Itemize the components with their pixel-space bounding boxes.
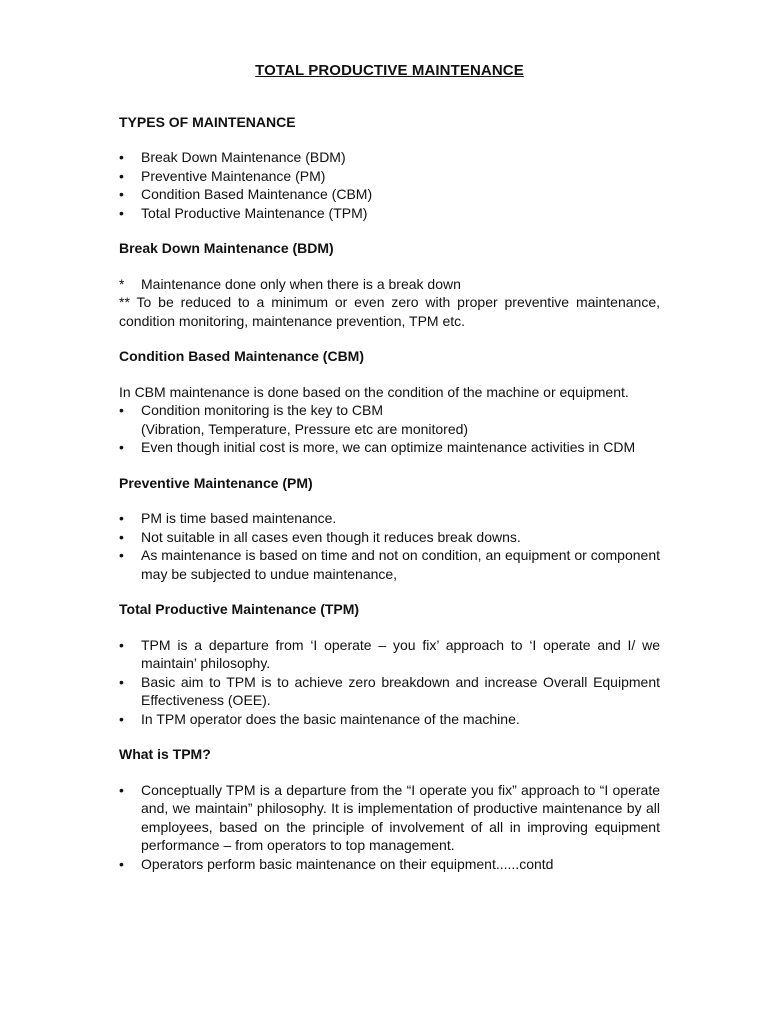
bullet-icon: • bbox=[119, 547, 124, 563]
list-item: • Condition monitoring is the key to CBM bbox=[119, 402, 383, 418]
cbm-subnote: (Vibration, Temperature, Pressure etc are monitored) bbox=[141, 420, 469, 437]
bdm-heading: Break Down Maintenance (BDM) bbox=[119, 240, 334, 256]
document-title: TOTAL PRODUCTIVE MAINTENANCE bbox=[255, 62, 524, 79]
list-item: • Total Productive Maintenance (TPM) bbox=[119, 204, 368, 221]
bullet-icon: • bbox=[119, 186, 124, 202]
list-item: • Preventive Maintenance (PM) bbox=[119, 167, 326, 184]
list-item: • Even though initial cost is more, we can optimize maintenance activities in CDM bbox=[119, 439, 636, 455]
tpm-list bbox=[119, 636, 660, 729]
types-heading: TYPES OF MAINTENANCE bbox=[119, 113, 296, 130]
list-item: • TPM is a departure from ‘I operate – you fix’ approach to ‘I operate and I/ we maintain’ philosophy. bbox=[119, 636, 660, 671]
tpm-heading: Total Productive Maintenance (TPM) bbox=[119, 601, 360, 617]
list-item: • PM is time based maintenance. bbox=[119, 510, 337, 526]
cbm-list-2 bbox=[119, 438, 660, 457]
list-item: • Basic aim to TPM is to achieve zero breakdown and increase Overall Equipment Effectiveness (OEE). bbox=[119, 673, 660, 708]
bullet-icon: • bbox=[119, 673, 124, 690]
bdm-note-1: * Maintenance done only when there is a break down bbox=[119, 275, 461, 292]
cbm-list bbox=[119, 401, 660, 420]
cbm-heading: Condition Based Maintenance (CBM) bbox=[119, 348, 365, 364]
bullet-icon: • bbox=[119, 710, 124, 727]
list-item: • Condition Based Maintenance (CBM) bbox=[119, 186, 373, 202]
document-content bbox=[119, 62, 660, 873]
bullet-icon: • bbox=[119, 528, 124, 545]
bullet-icon: • bbox=[119, 510, 124, 526]
bullet-icon: • bbox=[119, 402, 124, 418]
pm-heading: Preventive Maintenance (PM) bbox=[119, 474, 313, 491]
bullet-icon: • bbox=[119, 781, 124, 798]
bullet-icon: • bbox=[119, 167, 124, 184]
types-list bbox=[119, 148, 660, 222]
bullet-icon: • bbox=[119, 855, 124, 872]
what-heading: What is TPM? bbox=[119, 746, 211, 762]
bdm-note-2: ** To be reduced to a minimum or even zero with proper preventive maintenance, condition monitoring, maintenance prevention, TPM etc. bbox=[119, 294, 661, 329]
list-item: • As maintenance is based on time and not on condition, an equipment or component may be subjected to undue maintenance, bbox=[119, 547, 660, 582]
list-item: • Operators perform basic maintenance on their equipment......contd bbox=[119, 855, 554, 872]
list-item: • Not suitable in all cases even though it reduces break downs. bbox=[119, 528, 521, 545]
list-item: • Break Down Maintenance (BDM) bbox=[119, 149, 346, 165]
list-item: • In TPM operator does the basic maintenance of the machine. bbox=[119, 710, 520, 727]
bullet-icon: • bbox=[119, 636, 124, 653]
what-list bbox=[119, 781, 660, 874]
bullet-icon: • bbox=[119, 149, 124, 165]
list-item: • Conceptually TPM is a departure from the “I operate you fix” approach to “I operate and, we maintain” philosophy. It is implementation of productive maintenance by all employees, based on the principle of involvement of all in improving equipment performance – from operators to top management. bbox=[119, 781, 660, 853]
bullet-icon: • bbox=[119, 204, 124, 221]
bullet-icon: • bbox=[119, 439, 124, 455]
cbm-intro: In CBM maintenance is done based on the condition of the machine or equipment. bbox=[119, 383, 629, 400]
pm-list bbox=[119, 509, 660, 583]
